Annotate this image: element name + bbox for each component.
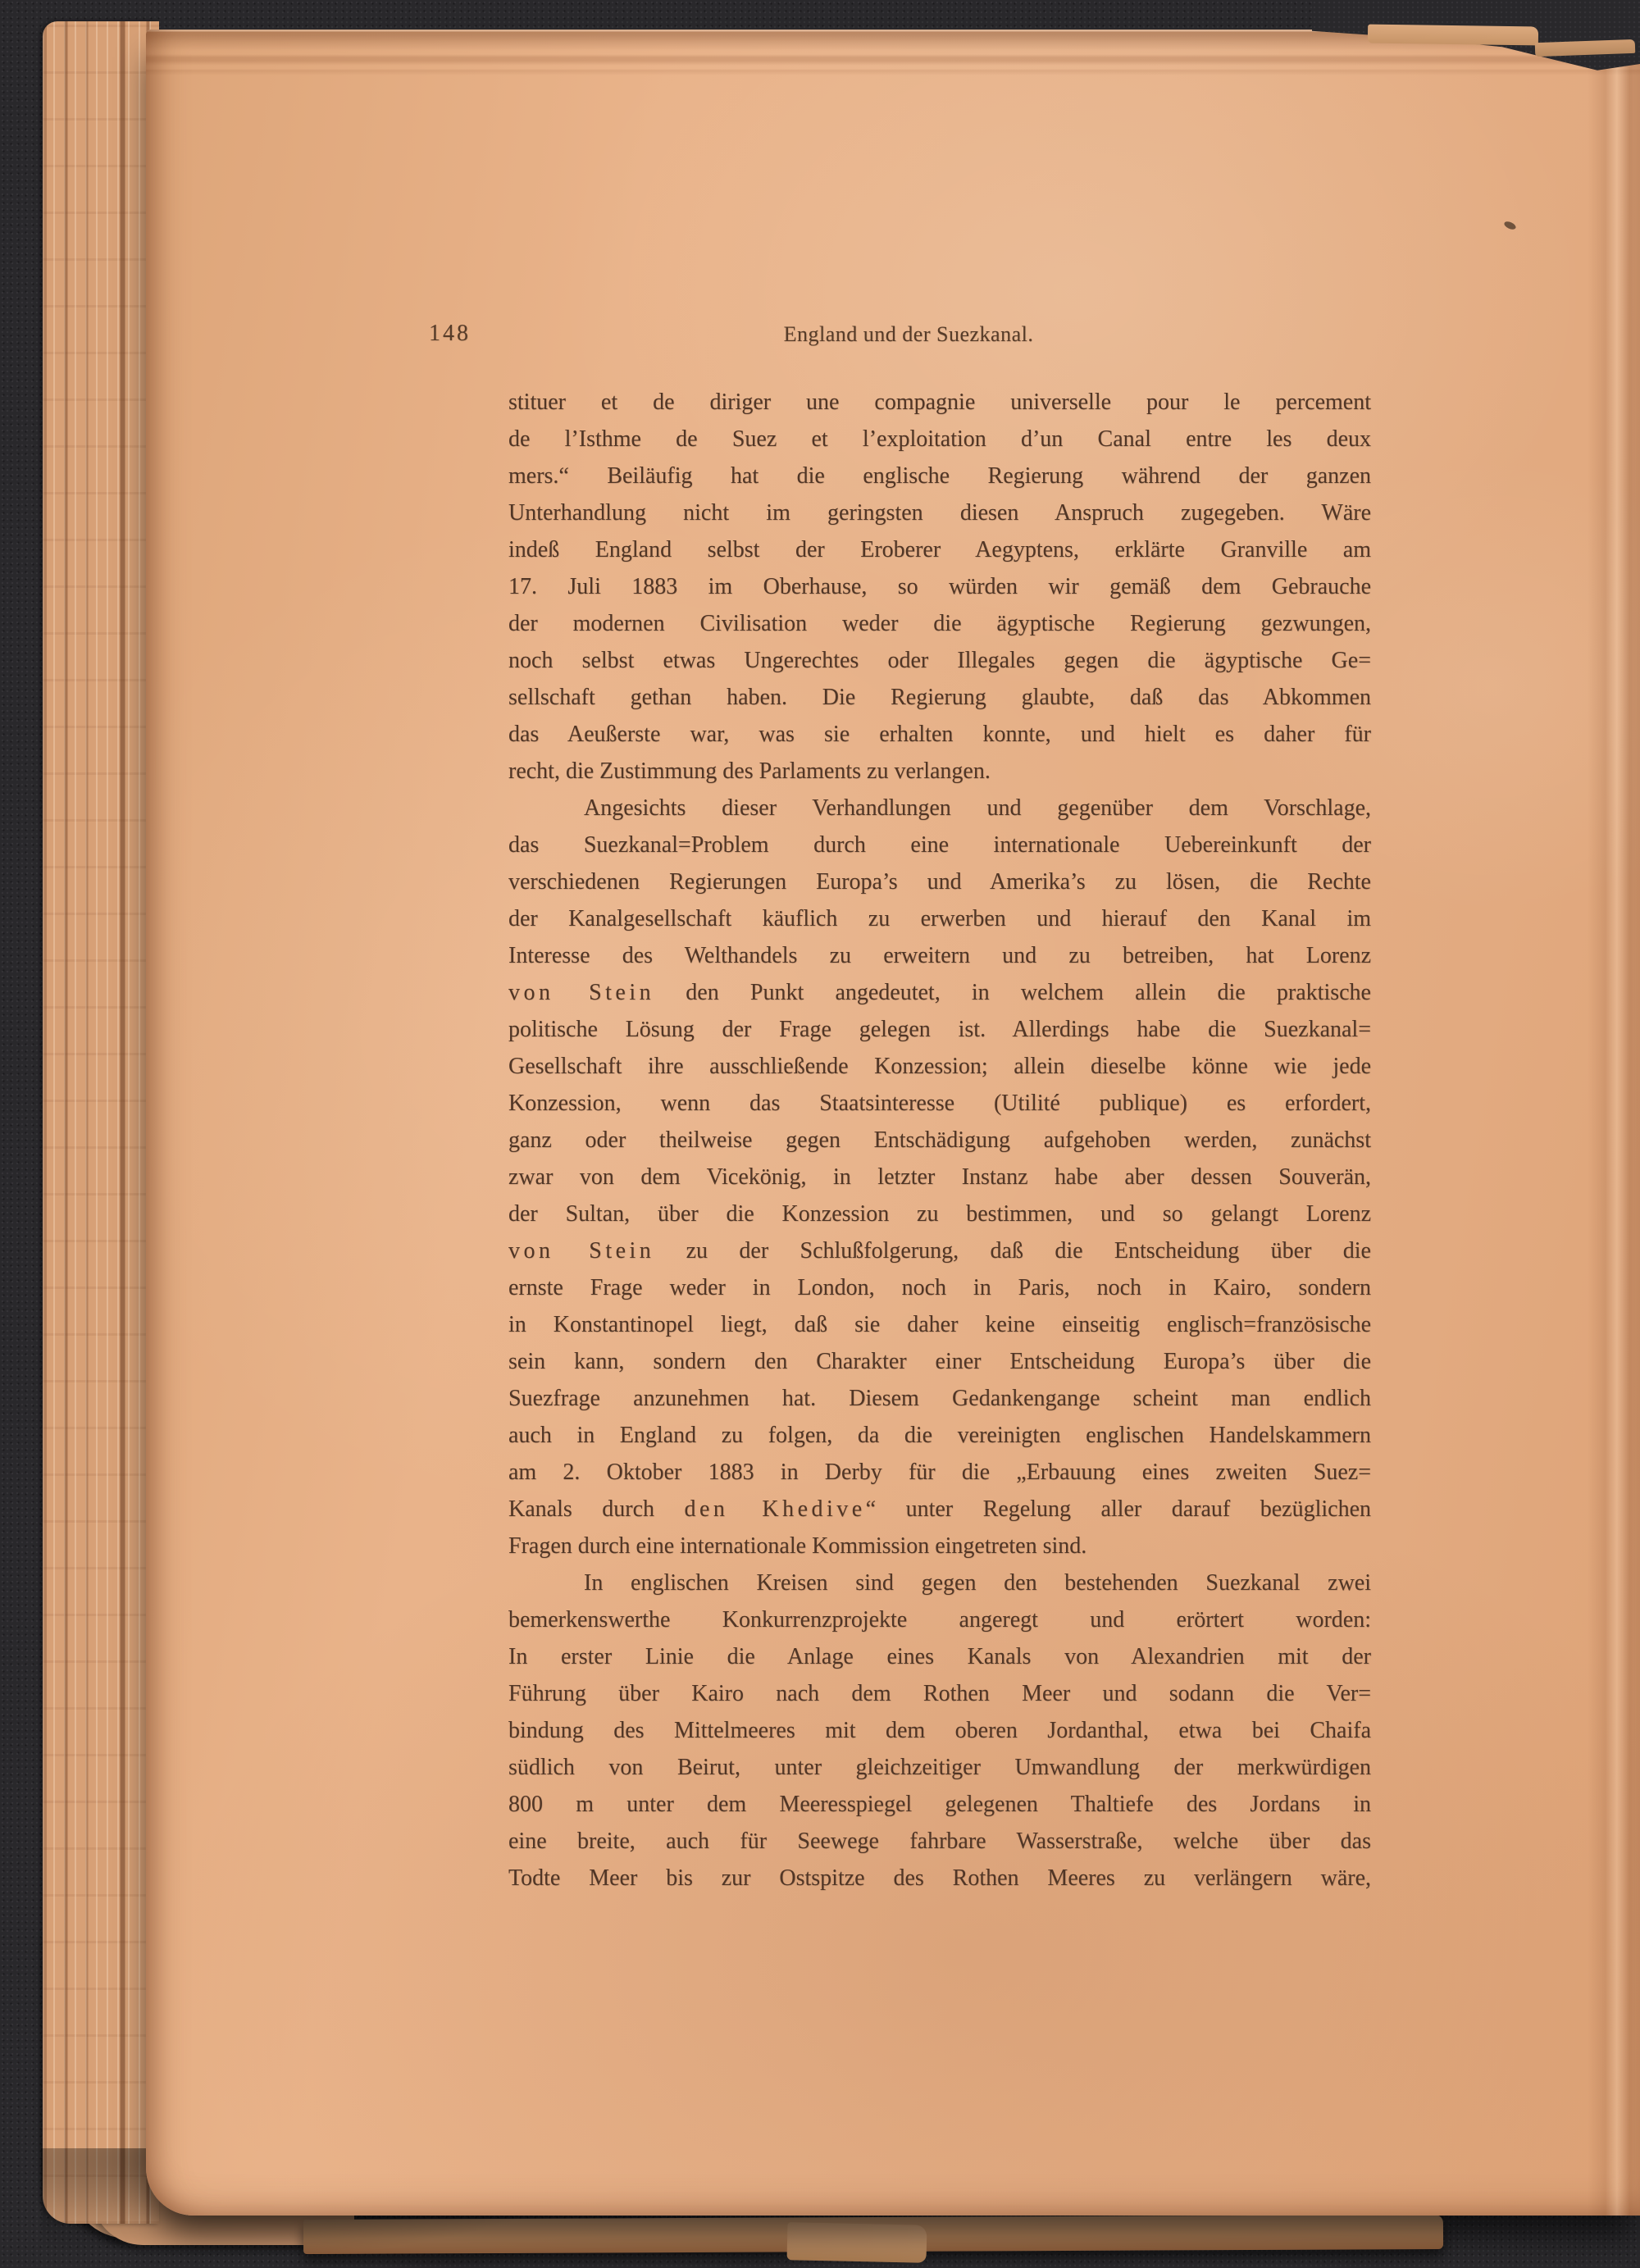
torn-paper-sliver <box>1368 25 1538 46</box>
text-run: ganz oder theilweise gegen Entschädigung aufgehoben werden, zunächst <box>508 1127 1371 1153</box>
text-run: der modernen Civilisation weder die ägyptische Regierung gezwungen, <box>508 611 1371 636</box>
text-run: Unterhandlung nicht im geringsten diesen Anspruch zugegeben. Wäre <box>508 500 1371 526</box>
page-edge-stack <box>43 21 159 2224</box>
text-run: den Punkt angedeutet, in welchem allein die praktische <box>654 980 1371 1005</box>
under-page-torn-chip <box>787 2222 927 2263</box>
ink-speck <box>1503 220 1517 230</box>
text-line <box>508 568 1371 605</box>
running-title: England und der Suezkanal. <box>783 322 1034 346</box>
text-run: de l’Isthme de Suez et l’exploitation d’un Canal entre les deux <box>508 426 1371 452</box>
text-line <box>508 790 1371 827</box>
text-run: 800 m unter dem Meeresspiegel gelegenen Thaltiefe des Jordans in <box>508 1792 1371 1817</box>
text-line <box>508 1454 1371 1491</box>
text-run: Angesichts dieser Verhandlungen und gegenüber dem Vorschlage, <box>584 795 1371 821</box>
text-run: der Sultan, über die Konzession zu bestimmen, und so gelangt Lorenz <box>508 1201 1371 1227</box>
text-run: Konzession, wenn das Staatsinteresse (Utilité publique) es erfordert, <box>508 1091 1371 1116</box>
text-run: stituer et de diriger une compagnie universelle pour le percement <box>508 389 1371 415</box>
emphasized-name: von Stein <box>508 980 655 1005</box>
text-line <box>508 1712 1371 1749</box>
text-line <box>508 900 1371 937</box>
text-line <box>508 1048 1371 1085</box>
text-run: indeß England selbst der Eroberer Aegyptens, erklärte Granville am <box>508 537 1371 562</box>
text-run: ernste Frage weder in London, noch in Paris, noch in Kairo, sondern <box>508 1275 1371 1300</box>
text-line <box>508 1085 1371 1122</box>
text-line <box>508 494 1371 531</box>
text-line <box>508 605 1371 642</box>
text-run: der Kanalgesellschaft käuflich zu erwerben und hierauf den Kanal im <box>508 906 1371 931</box>
text-line <box>508 1823 1371 1860</box>
text-line <box>508 679 1371 716</box>
text-run: bindung des Mittelmeeres mit dem oberen Jordanthal, etwa bei Chaifa <box>508 1718 1371 1743</box>
text-run: Gesellschaft ihre ausschließende Konzession; allein dieselbe könne wie jede <box>508 1054 1371 1079</box>
text-line <box>508 1417 1371 1454</box>
text-line <box>508 1269 1371 1306</box>
right-fold-crease <box>1588 30 1640 2216</box>
text-line <box>508 642 1371 679</box>
text-line <box>508 974 1371 1011</box>
text-line <box>508 937 1371 974</box>
text-run: mers.“ Beiläufig hat die englische Regierung während der ganzen <box>508 463 1371 489</box>
text-run: Fragen durch eine internationale Kommission eingetreten sind. <box>508 1533 1087 1559</box>
text-run: “ unter Regelung aller darauf bezüglichen <box>865 1496 1371 1522</box>
text-line <box>508 753 1371 790</box>
text-run: In englischen Kreisen sind gegen den bestehenden Suezkanal zwei <box>584 1570 1371 1596</box>
text-line <box>508 421 1371 458</box>
text-line <box>508 384 1371 421</box>
text-line <box>508 1638 1371 1675</box>
text-run: Suezfrage anzunehmen hat. Diesem Gedankengange scheint man endlich <box>508 1386 1371 1411</box>
text-line <box>508 1786 1371 1823</box>
text-line <box>508 1195 1371 1232</box>
text-run: zwar von dem Vicekönig, in letzter Instanz habe aber dessen Souverän, <box>508 1164 1371 1190</box>
text-run: In erster Linie die Anlage eines Kanals von Alexandrien mit der <box>508 1644 1371 1669</box>
text-run: politische Lösung der Frage gelegen ist. Allerdings habe die Suezkanal= <box>508 1017 1371 1042</box>
text-line <box>508 1159 1371 1195</box>
text-run: verschiedenen Regierungen Europa’s und Amerika’s zu lösen, die Rechte <box>508 869 1371 895</box>
text-line <box>508 1749 1371 1786</box>
text-line <box>508 458 1371 494</box>
text-line <box>508 1675 1371 1712</box>
text-line <box>508 1564 1371 1601</box>
emphasized-name: den Khedive <box>684 1496 866 1522</box>
text-run: in Konstantinopel liegt, daß sie daher keine einseitig englisch=französische <box>508 1312 1371 1337</box>
text-line <box>508 1380 1371 1417</box>
text-line <box>508 1491 1371 1528</box>
text-run: das Suezkanal=Problem durch eine internationale Uebereinkunft der <box>508 832 1371 858</box>
text-run: bemerkenswerthe Konkurrenzprojekte angeregt und erörtert worden: <box>508 1607 1371 1633</box>
text-run: recht, die Zustimmung des Parlaments zu verlangen. <box>508 758 991 784</box>
text-line <box>508 531 1371 568</box>
text-line <box>508 1232 1371 1269</box>
text-line <box>508 1343 1371 1380</box>
text-run: Kanals durch <box>508 1496 685 1522</box>
text-line <box>508 1601 1371 1638</box>
emphasized-name: von Stein <box>508 1238 655 1264</box>
text-line <box>508 863 1371 900</box>
page-number: 148 <box>429 321 471 346</box>
text-run: zu der Schlußfolgerung, daß die Entscheidung über die <box>654 1238 1371 1264</box>
book-page <box>146 30 1640 2216</box>
text-line <box>508 1860 1371 1897</box>
text-run: Interesse des Welthandels zu erweitern und zu betreiben, hat Lorenz <box>508 943 1371 968</box>
text-line <box>508 1528 1371 1564</box>
text-line <box>508 827 1371 863</box>
text-line <box>508 1306 1371 1343</box>
text-run: Todte Meer bis zur Ostspitze des Rothen Meeres zu verlängern wäre, <box>508 1865 1371 1891</box>
text-line <box>508 716 1371 753</box>
text-run: eine breite, auch für Seewege fahrbare Wasserstraße, welche über das <box>508 1829 1371 1854</box>
text-run: südlich von Beirut, unter gleichzeitiger Umwandlung der merkwürdigen <box>508 1755 1371 1780</box>
text-run: Führung über Kairo nach dem Rothen Meer und sodann die Ver= <box>508 1681 1371 1706</box>
text-block <box>508 384 1371 1897</box>
text-run: am 2. Oktober 1883 in Derby für die „Erbauung eines zweiten Suez= <box>508 1460 1371 1485</box>
text-run: sein kann, sondern den Charakter einer Entscheidung Europa’s über die <box>508 1349 1371 1374</box>
text-run: noch selbst etwas Ungerechtes oder Illegales gegen die ägyptische Ge= <box>508 648 1371 673</box>
text-run: sellschaft gethan haben. Die Regierung glaubte, daß das Abkommen <box>508 685 1371 710</box>
text-line <box>508 1122 1371 1159</box>
text-line <box>508 1011 1371 1048</box>
text-run: das Aeußerste war, was sie erhalten konnte, und hielt es daher für <box>508 722 1371 747</box>
text-run: auch in England zu folgen, da die vereinigten englischen Handelskammern <box>508 1423 1371 1448</box>
text-run: 17. Juli 1883 im Oberhause, so würden wir gemäß dem Gebrauche <box>508 574 1371 599</box>
